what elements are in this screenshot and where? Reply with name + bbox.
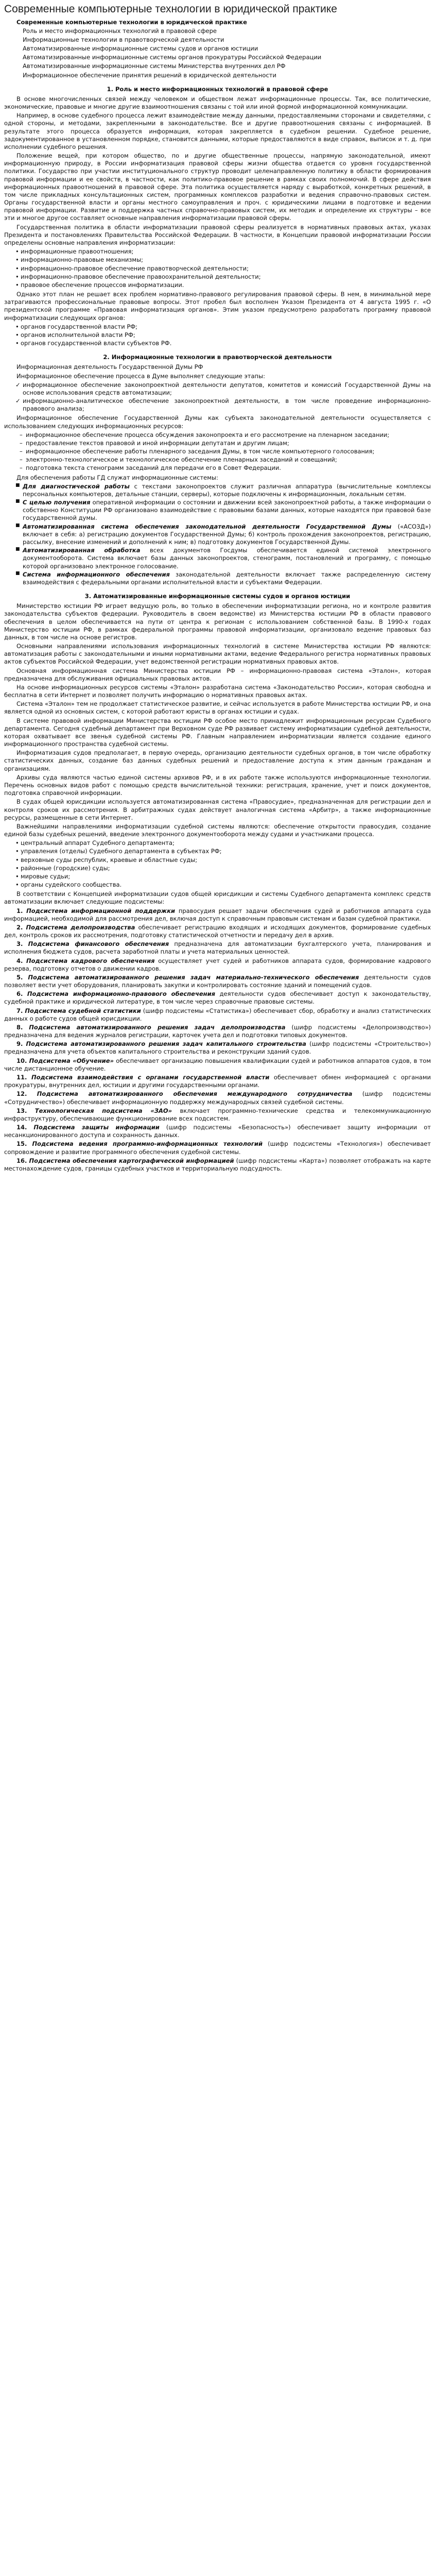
item-lead: Автоматизированная обработка — [23, 547, 141, 554]
item-text: (шифр подсистемы «Делопроизводство») предназначена для ведения журналов регистрации, карточек учета дел и подготовки типовых документов. — [4, 1023, 431, 1039]
toc-heading: Современные компьютерные технологии в юридической практике — [16, 18, 247, 26]
item-text: законодательной деятельности включает также распределенную систему взаимодействия с федеральными органами исполнительной власти и субъектами Федерации. — [23, 570, 431, 586]
item-lead: Подсистема делопроизводства — [26, 923, 135, 931]
paragraph: Для обеспечения работы ГД служат информационные системы: — [16, 473, 218, 481]
paragraph: В основе многочисленных связей между человеком и обществом лежат информационные процессы. Так, все политические, экономические, правовые и многие другие взаимоотношения связаны с той или иной формой информационной коммуникации. — [4, 95, 431, 111]
list-item: • мировые судьи; — [15, 873, 431, 880]
item-lead: Подсистема кадрового обеспечения — [26, 957, 155, 964]
item-number: 12. — [16, 1090, 27, 1098]
paragraph: Основная информационная система Министерства юстиции РФ – информационно-правовая система «Эталон», которая предназначена для обслуживания официальных правовых актов. — [4, 667, 431, 682]
list-item: • информационно-правовые механизмы; — [15, 256, 431, 264]
item-lead: Подсистема финансового обеспечения — [28, 940, 169, 948]
item-lead: Система информационного обеспечения — [23, 570, 170, 578]
paragraph: В соответствии с Концепцией информатизации судов общей юрисдикции и системы Судебного департамента комплекс средств автоматизации включает следующие подсистемы: — [4, 890, 431, 906]
item-text: включает программно-технические средства и телекоммуникационную инфраструктуру, обеспечивающие функционирование всех подсистем. — [4, 1107, 431, 1122]
item-number: 4. — [16, 957, 23, 964]
document-title: Современные компьютерные технологии в юридической практике — [4, 3, 337, 15]
item-number: 8. — [16, 1023, 23, 1031]
toc-item[interactable]: Роль и место информационных технологий в правовой сфере — [23, 27, 217, 35]
item-lead: Подсистема автоматизированного решения задач материально-технического обеспечения — [28, 973, 359, 981]
item-lead: Подсистема судебной статистики — [25, 1007, 141, 1014]
paragraph: Информационное обеспечение Государственной Думы как субъекта законодательной деятельности осуществляется с использованием следующих информационных ресурсов: — [4, 414, 431, 430]
list-item: • информационные правоотношения; — [15, 248, 431, 256]
list-item: – предоставление текстов правовой и иной информации депутатам и другим лицам; — [20, 439, 431, 447]
subsystem-item — [4, 907, 431, 923]
paragraph: Информационное обеспечение процесса в Думе выполняет следующие этапы: — [16, 372, 265, 380]
item-text: обеспечивает организацию повышения квалификации судей и работников аппаратов судов, в том числе дистанционное обучение. — [4, 1057, 431, 1072]
list-item: • центральный аппарат Судебного департамента; — [15, 839, 431, 847]
item-text: (шифр подсистемы «Технология») обеспечивает сопровождение и развитие программного обеспечения судебной системы. — [4, 1140, 431, 1156]
item-lead: Подсистема взаимодействия с органами государственной власти — [31, 1074, 270, 1081]
item-number: 10. — [16, 1057, 27, 1064]
list-item — [15, 499, 431, 522]
paragraph: Важнейшими направлениями информатизации судебной системы являются: обеспечение открытости правосудия, создание единой базы судебных решений, введение электронного документооборота между судами и участниками процесса. — [4, 822, 431, 838]
list-item — [15, 483, 431, 498]
item-text: («АСОЗД») включает в себя: а) регистрацию документов Государственной Думы; б) контроль прохождения законопроектов, регистрацию, рассылку, внесение изменений и дополнений к ним; в) подготовку документов Государственной Думы. — [23, 522, 431, 546]
item-text: (шифр подсистемы «Статистика») обеспечивает сбор, обработку и анализ статистических данных о работе судов общей юрисдикции. — [4, 1007, 431, 1022]
item-number: 5. — [16, 973, 23, 981]
list-item: • управления (отделы) Судебного департамента в субъектах РФ; — [15, 848, 431, 855]
paragraph: На основе информационных ресурсов системы «Эталон» разработана система «Законодательство России», которая свободна и бесплатна в сети Интернет и позволяет получить информацию о нормативных правовых актах. — [4, 683, 431, 699]
paragraph: Информатизация судов предполагает, в первую очередь, организацию деятельности судебных органов, в том числе обработку статистических данных, создание баз данных судебных решений и предоставление доступа к этим данным гражданам и организациям. — [4, 749, 431, 772]
item-text: деятельности судов обеспечивает доступ к законодательству, судебной практике и юридической литературе, в том числе через справочные правовые системы. — [4, 990, 431, 1006]
item-number: 16. — [16, 1157, 27, 1164]
item-lead: Технологическая подсистема «ЗАО» — [34, 1107, 172, 1114]
square-list — [4, 483, 431, 586]
paragraph: Основными направлениями использования информационных технологий в системе Министерства юстиции РФ являются: автоматизация работы с законодательными и иными нормативными актами, ведение Федерального регистра нормативных правовых актов субъектов Российской Федерации, учет ведомственной регистрации нормативных правовых актов. — [4, 642, 431, 666]
list-item: – подготовка текста стенограмм заседаний для передачи его в Совет Федерации. — [20, 464, 431, 472]
item-number: 1. — [16, 907, 23, 914]
subsystem-item — [4, 1007, 431, 1023]
item-text: (шифр подсистемы «Безопасность») обеспечивает защиту информации от несанкционированного доступа и сохранность данных. — [4, 1124, 431, 1139]
list-item — [15, 571, 431, 586]
list-item: – электронно-технологическое и технологическое обеспечение пленарных заседаний и совещаний; — [20, 456, 431, 464]
item-text: (шифр подсистемы «Карта») позволяет отображать на карте местонахождение судов, границы судебных участков и территориальную подсудность. — [4, 1157, 431, 1172]
list-item: • правовое обеспечение процессов информатизации. — [15, 281, 431, 289]
subsystem-item — [4, 1140, 431, 1156]
section-heading: 1. Роль и место информационных технологий в правовой сфере — [107, 85, 328, 93]
document-page — [0, 0, 436, 1184]
item-number: 6. — [16, 990, 23, 998]
item-number: 11. — [16, 1074, 27, 1081]
item-number: 9. — [16, 1040, 23, 1048]
item-text: (шифр подсистемы «Сотрудничество») обеспечивает информационную поддержку международных связей судебной системы. — [4, 1090, 431, 1106]
subsystem-item — [4, 974, 431, 989]
item-text: (шифр подсистемы «Строительство») предназначена для учета объектов капитального строительства и реконструкции зданий судов. — [4, 1040, 431, 1056]
item-lead: Для диагностической работы — [23, 482, 130, 490]
item-number: 13. — [16, 1107, 27, 1114]
dash-list — [4, 431, 431, 472]
subsystem-item — [4, 1124, 431, 1139]
subsystem-item — [4, 957, 431, 973]
item-number: 7. — [16, 1007, 23, 1014]
paragraph: Однако этот план не решает всех проблем нормативно-правового регулирования правовой сферы. В нем, в минимальной мере затрагиваются профессиональные правовые вопросы. Этот пробел был восполнен Указом Президента от 4 августа 1995 г. «О президентской программе «Правовая информатизация органов». Этим указом предусмотрено разработать программу правовой информатизации следующих органов: — [4, 291, 431, 321]
subsystem-item — [4, 1057, 431, 1073]
section-1 — [4, 86, 431, 348]
item-lead: Подсистема информационно-правового обеспечения — [27, 990, 216, 998]
item-text: всех документов Госдумы обеспечивается единой системой электронного документооборота. Система включает базы данных законопроектов, стенограмм, постановлений и программу, с помощью которой организовано электронное голосование. — [23, 547, 431, 570]
subsystem-item — [4, 1157, 431, 1173]
subsystem-item — [4, 1024, 431, 1039]
list-item: – информационное обеспечение работы пленарного заседания Думы, в том числе компьютерного голосования; — [20, 448, 431, 455]
item-lead: С целью получения — [23, 499, 91, 506]
list-item: • органов государственной власти субъектов РФ. — [15, 340, 431, 347]
section-3 — [4, 592, 431, 1173]
item-lead: Подсистема автоматизированного решения задач делопроизводства — [29, 1023, 286, 1031]
paragraph: Информационная деятельность Государственной Думы РФ — [16, 363, 203, 371]
paragraph: В системе правовой информации Министерства юстиции РФ особое место принадлежит информационным ресурсам Судебного департамента. Сегодня судебный департамент при Верховном суде РФ развивает систему информатизации судебной деятельности, которая охватывает все звенья судебной системы РФ. Главным направлением информатизации является создание единого информационного пространства судебной системы. — [4, 717, 431, 748]
item-lead: Подсистема обеспечения картографической информацией — [29, 1157, 234, 1164]
bullet-list — [4, 323, 431, 348]
item-lead: Подсистема ведения программно-информационных технологий — [32, 1140, 263, 1148]
list-item — [15, 523, 431, 547]
item-number: 2. — [16, 923, 23, 931]
toc-item[interactable]: Информационное обеспечение принятия решений в юридической деятельности — [23, 71, 276, 79]
list-item: • районные (городские) суды; — [15, 865, 431, 872]
list-item — [15, 547, 431, 570]
item-text: с текстами законопроектов служит различная аппаратура (вычислительные комплексы персональных компьютеров, детальные станции, серверы), которые подключены к информационным, локальным сетям. — [23, 482, 431, 498]
list-item: • информационно-правовое обеспечение правоохранительной деятельности; — [15, 273, 431, 281]
toc-item[interactable]: Автоматизированные информационные системы судов и органов юстиции — [23, 45, 258, 53]
item-text: деятельности судов позволяет вести учет оборудования, планировать закупки и контролировать состояние зданий и помещений судов. — [4, 973, 431, 989]
subsystem-item — [4, 924, 431, 939]
toc-item[interactable]: Автоматизированные информационные системы органов прокуратуры Российской Федерации — [23, 54, 322, 61]
item-number: 14. — [16, 1124, 27, 1131]
list-item: • органов исполнительной власти РФ; — [15, 331, 431, 339]
item-text: оперативной информации о состоянии и движении всей законопроектной работы, а также информации о собственно Конституции РФ организовано взаимодействие с правовыми базами данных, которые находятся при правовой базе государственной думы. — [23, 499, 431, 522]
toc-item[interactable]: Информационные технологии в правотворческой деятельности — [23, 36, 224, 43]
paragraph: Например, в основе судебного процесса лежит взаимодействие между данными, предоставляемыми сторонами и свидетелями, с одной стороны, и методами, закрепленными в законодательстве. Все и другие правоотношения связаны с информацией. В результате этого процесса образуется информация, которая закрепляется в судебном решении. Судебное решение, задокументированное в установленном порядке, становится данными, которые предоставляются в виде справок, выписок и т. д. при исполнении судебного решения. — [4, 112, 431, 150]
item-lead: Подсистема информационной поддержки — [26, 907, 176, 914]
subsystem-item — [4, 1090, 431, 1106]
check-list — [4, 381, 431, 413]
item-lead: Подсистема «Обучение» — [29, 1057, 114, 1064]
subsystem-item — [4, 1107, 431, 1123]
table-of-contents — [4, 19, 431, 79]
paragraph: Архивы суда являются частью единой системы архивов РФ, и в их работе также используются информационные технологии. Перечень основных видов работ с помощью средств вычислительной техники: регистрация, хранение, учет и поиск документов, подготовка справочной информации. — [4, 773, 431, 797]
list-item: • верховные суды республик, краевые и областные суды; — [15, 856, 431, 864]
item-lead: Подсистема автоматизированного решения задач капитального строительства — [26, 1040, 306, 1048]
section-heading: 3. Автоматизированные информационные системы судов и органов юстиции — [84, 592, 351, 600]
list-item: ✓ информационное обеспечение законопроектной деятельности депутатов, комитетов и комиссий Государственной Думы на основе использования средств автоматизации; — [15, 381, 431, 397]
paragraph: Положение вещей, при котором общество, по и другие общественные процессы, напрямую законодательной, имеют информационную природу, в России информатизация правовой сферы жизни общества отдается со уровня государственной политики. Государство при участии институционального структур проводит целенаправленную политику в области формирования правовой информации и ее свойств, в частности, как политико-правовое решение в рамках своих полномочий. В сфере действия информационных правоотношений в правовой сфере. Эта политика осуществляется наряду с выработкой, конкретных решений, в том числе прикладных консультационных систем, программных комплексов разработки и ведения справочно-правовых систем. Органы государственной власти и органы местного самоуправления и проч. с юридическими лицами в подготовке и ведении правовой информации. Развитие и поддержка частных справочно-правовых систем, их методик и определение их структуры – все эти и многое другое составляет основные направления информатизации правовой сферы. — [4, 152, 431, 222]
list-item: • информационно-правовое обеспечение правотворческой деятельности; — [15, 265, 431, 273]
item-text: обеспечивает регистрацию входящих и исходящих документов, формирование судебных дел, контроль сроков их рассмотрения, подготовку статистической отчетности и передачу дел в архив. — [4, 923, 431, 939]
item-lead: Подсистема автоматизированного обеспечения международного сотрудничества — [37, 1090, 353, 1098]
item-text: осуществляет учет судей и работников аппарата судов, формирование кадрового резерва, подготовку отчетов о движении кадров. — [4, 957, 431, 972]
subsystem-item — [4, 940, 431, 956]
paragraph: Министерство юстиции РФ играет ведущую роль, во только в обеспечении информатизации региона, но и контроле развития законодательства субъектов федерации. Руководитель в своем ведомстве) из Министерства юстиции РФ в области правового обеспечения в целом обеспечивается на пути от центра к регионам с использованием собственной базы. В 1990-х годах Министерство юстиции РФ, в рамках федеральной программы правовой информатизации, организовало ведение правовых баз данных, в том числе на основе регистров. — [4, 602, 431, 641]
item-text: предназначена для автоматизации бухгалтерского учета, планирования и исполнения бюджета судов, расчета заработной платы и учета материальных ценностей. — [4, 940, 431, 956]
item-lead: Автоматизированная система обеспечения законодательной деятельности Государственной Думы — [23, 522, 392, 530]
item-text: правосудия решает задачи обеспечения судей и работников аппарата суда информацией, необходимой для рассмотрения дел, включая доступ к справочным правовым системам и базам судебной практики. — [4, 907, 431, 922]
bullet-list — [4, 839, 431, 889]
subsystem-item — [4, 1074, 431, 1089]
item-number: 3. — [16, 940, 23, 948]
paragraph: В судах общей юрисдикции используется автоматизированная система «Правосудие», предназначенная для регистрации дел и контроля сроков их рассмотрения. В арбитражных судах действует аналогичная система «Арбитр», а также информационные ресурсы, размещенные в сети Интернет. — [4, 798, 431, 821]
subsystem-item — [4, 1040, 431, 1056]
item-text: обеспечивает обмен информацией с органами прокуратуры, внутренних дел, юстиции и другими государственными органами. — [4, 1074, 431, 1089]
list-item: ✓ информационно-аналитическое обеспечение законопроектной деятельности, в том числе проведение информационно-правового анализа; — [15, 397, 431, 413]
item-number: 15. — [16, 1140, 27, 1148]
list-item: • органов государственной власти РФ; — [15, 323, 431, 331]
list-item: – информационное обеспечение процесса обсуждения законопроекта и его рассмотрение на пленарном заседании; — [20, 431, 431, 439]
subsystem-item — [4, 990, 431, 1006]
subsystem-list — [4, 907, 431, 1173]
item-lead: Подсистема защиты информации — [33, 1124, 160, 1131]
paragraph: Система «Эталон» тем не продолжает статистическое развитие, и сейчас используется в работе Министерства юстиции РФ, и она является одной из основных систем, с которой работают юристы в органах юстиции и судах. — [4, 700, 431, 716]
section-heading: 2. Информационные технологии в правотворческой деятельности — [103, 353, 332, 361]
paragraph: Государственная политика в области информатизации правовой сферы реализуется в нормативных правовых актах, указах Президента и постановлениях Правительства Российской Федерации. В частности, в Концепции правовой информатизации России определены основные направления информатизации: — [4, 223, 431, 246]
list-item: • органы судейского сообщества. — [15, 881, 431, 889]
toc-item[interactable]: Автоматизированные информационные системы Министерства внутренних дел РФ — [23, 62, 286, 70]
bullet-list — [4, 248, 431, 289]
section-2 — [4, 353, 431, 586]
